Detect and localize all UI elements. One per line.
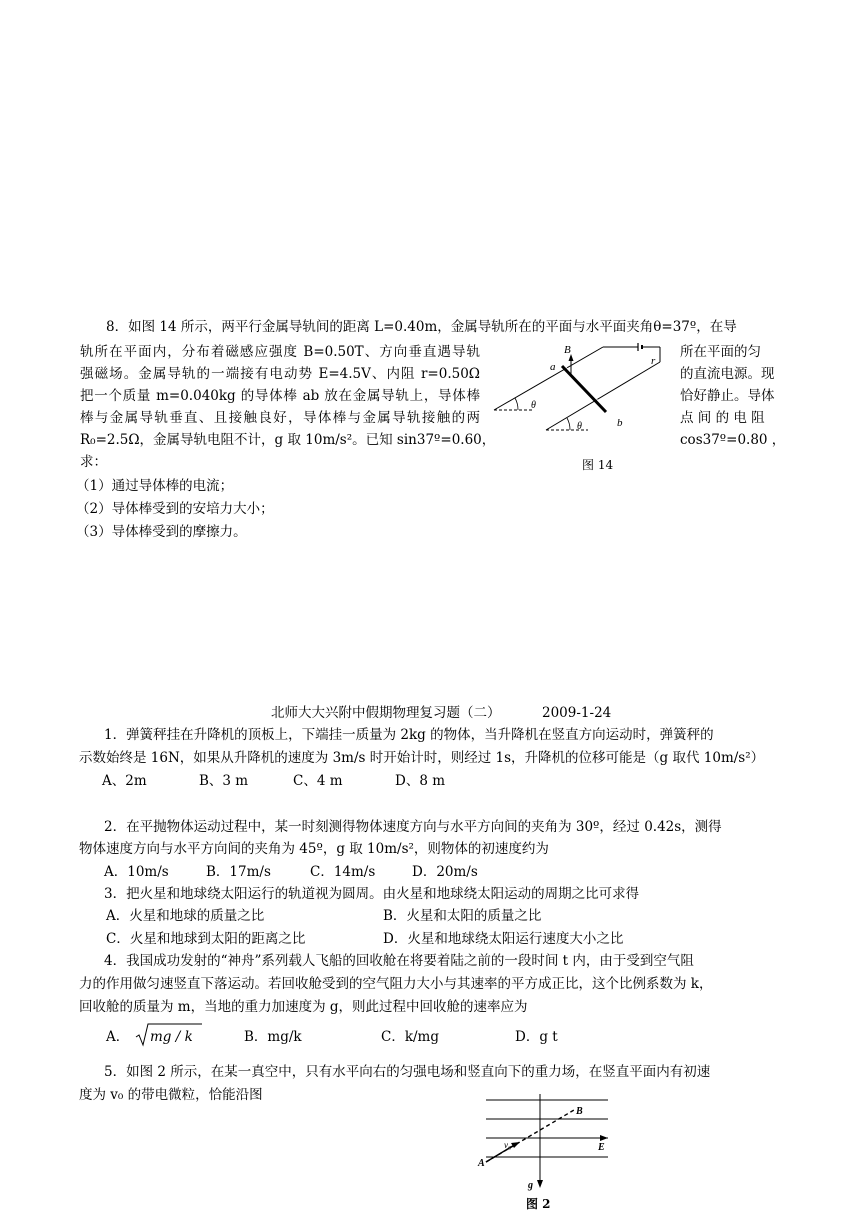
q8-line-4-left: 把一个质量 m=0.040kg 的导体棒 ab 放在金属导轨上，导体棒 (80, 388, 480, 404)
q4-option-a-label: A． (106, 1029, 130, 1045)
q4-option-c: C．k/mg (381, 1029, 440, 1045)
q4-line-2: 力的作用做匀速竖直下落运动。若回收舱受到的空气阻力大小与其速率的平方成正比，这个比例系数为 k， (79, 976, 713, 992)
q8-item-1: （1）通过导体棒的电流； (76, 478, 234, 494)
q8-line-4-right: 恰好静止。导体 (680, 388, 775, 404)
q1-line-1: 1．弹簧秤挂在升降机的顶板上，下端挂一质量为 2kg 的物体，当升降机在竖直方向运动时，弹簧秤的 (104, 727, 714, 743)
fig14-label-e (635, 340, 643, 343)
q3-option-a: A．火星和地球的质量之比 (106, 908, 265, 924)
q8-line-3-right: 的直流电源。现 (680, 366, 775, 382)
q8-line-5-right: 点 间 的 电 阻 (680, 410, 765, 426)
figure-14-caption: 图 14 (582, 458, 614, 472)
q4-line-1: 4．我国成功发射的“神舟”系列载人飞船的回收舱在将要着陆之前的一段时间 t 内，由于受到空气阻 (104, 953, 694, 969)
q8-line-2-right: 所在平面的匀 (680, 344, 761, 360)
q8-line-5-left: 棒与金属导轨垂直、且接触良好，导体棒与金属导轨接触的两 (80, 410, 480, 426)
q3-line-1: 3．把火星和地球绕太阳运行的轨道视为圆周。由火星和地球绕太阳运动的周期之比可求得 (104, 886, 640, 902)
q1-option-c: C、4 m (293, 773, 343, 789)
q5-line-1: 5．如图 2 所示，在某一真空中，只有水平向右的匀强电场和竖直向下的重力场，在竖直平面内有初速 (104, 1064, 711, 1080)
figure-14 (488, 340, 678, 435)
q2-option-a: A．10m/s (104, 864, 169, 880)
q5-line-2: 度为 v₀ 的带电微粒，恰能沿图 (79, 1087, 263, 1103)
q2-line-1: 2．在平抛物体运动过程中，某一时刻测得物体速度方向与水平方向间的夹角为 30º，经过 0.42s，测得 (104, 819, 722, 835)
q2-option-b: B．17m/s (206, 864, 271, 880)
page-title: 北师大大兴附中假期物理复习题（二） (271, 705, 501, 721)
q1-option-a: A、2m (102, 773, 147, 789)
q8-line-1: 8．如图 14 所示，两平行金属导轨间的距离 L=0.40m，金属导轨所在的平面与水平面夹角θ=37º，在导 (106, 319, 737, 335)
q8-line-3-left: 强磁场。金属导轨的一端接有电动势 E=4.5V、内阻 r=0.50Ω (80, 366, 480, 382)
q8-line-6-right: cos37º=0.80 ， (680, 432, 786, 448)
q3-option-d: D．火星和地球绕太阳运行速度大小之比 (383, 931, 624, 947)
q3-option-b: B．火星和太阳的质量之比 (383, 908, 542, 924)
fig14-label-theta-1: θ (531, 400, 536, 411)
q4-line-3: 回收舱的质量为 m，当地的重力加速度为 g，则此过程中回收舱的速率应为 (79, 999, 528, 1015)
q2-line-2: 物体速度方向与水平方向间的夹角为 45º，g 取 10m/s²，则物体的初速度约为 (79, 841, 549, 857)
fig2-label-g: g (528, 1180, 533, 1191)
q8-item-2: （2）导体棒受到的安培力大小； (76, 501, 274, 517)
q3-option-c: C．火星和地球到太阳的距离之比 (106, 931, 306, 947)
q8-line-2-left: 轨所在平面内，分布着磁感应强度 B=0.50T、方向垂直遇导轨 (80, 344, 480, 360)
q8-line-6-left: R₀=2.5Ω，金属导轨电阻不计，g 取 10m/s²。已知 sin37º=0.60， (80, 432, 496, 448)
q1-line-2: 示数始终是 16N，如果从升降机的速度为 3m/s 时开始计时，则经过 1s，升降机的位移可能是（g 取代 10m/s²） (79, 750, 765, 766)
fig2-label-a: A (478, 1158, 485, 1169)
q1-option-d: D、8 m (395, 773, 446, 789)
fig2-label-b: B (576, 1106, 583, 1117)
fig14-label-a: a (550, 361, 556, 373)
fig14-label-b-field: B (564, 344, 571, 356)
page-date: 2009-1-24 (542, 705, 612, 721)
figure-2-caption: 图 2 (526, 1197, 551, 1211)
fig14-label-b: b (617, 417, 623, 429)
q8-line-7: 求： (80, 454, 107, 470)
fig2-label-e: E (598, 1142, 605, 1153)
fig2-label-v0: v₀ (504, 1140, 512, 1150)
q2-option-c: C．14m/s (310, 864, 376, 880)
q4-option-d: D．g t (515, 1029, 558, 1045)
fig14-label-theta-2: θ (577, 421, 582, 432)
figure-2 (476, 1092, 616, 1192)
q4-option-b: B．mg/k (244, 1029, 302, 1045)
q2-option-d: D．20m/s (412, 864, 478, 880)
q1-option-b: B、3 m (199, 773, 249, 789)
fig14-label-r: r (651, 355, 656, 367)
q4-option-a-expr: mg / k (150, 1029, 193, 1045)
q8-item-3: （3）导体棒受到的摩擦力。 (76, 524, 247, 540)
